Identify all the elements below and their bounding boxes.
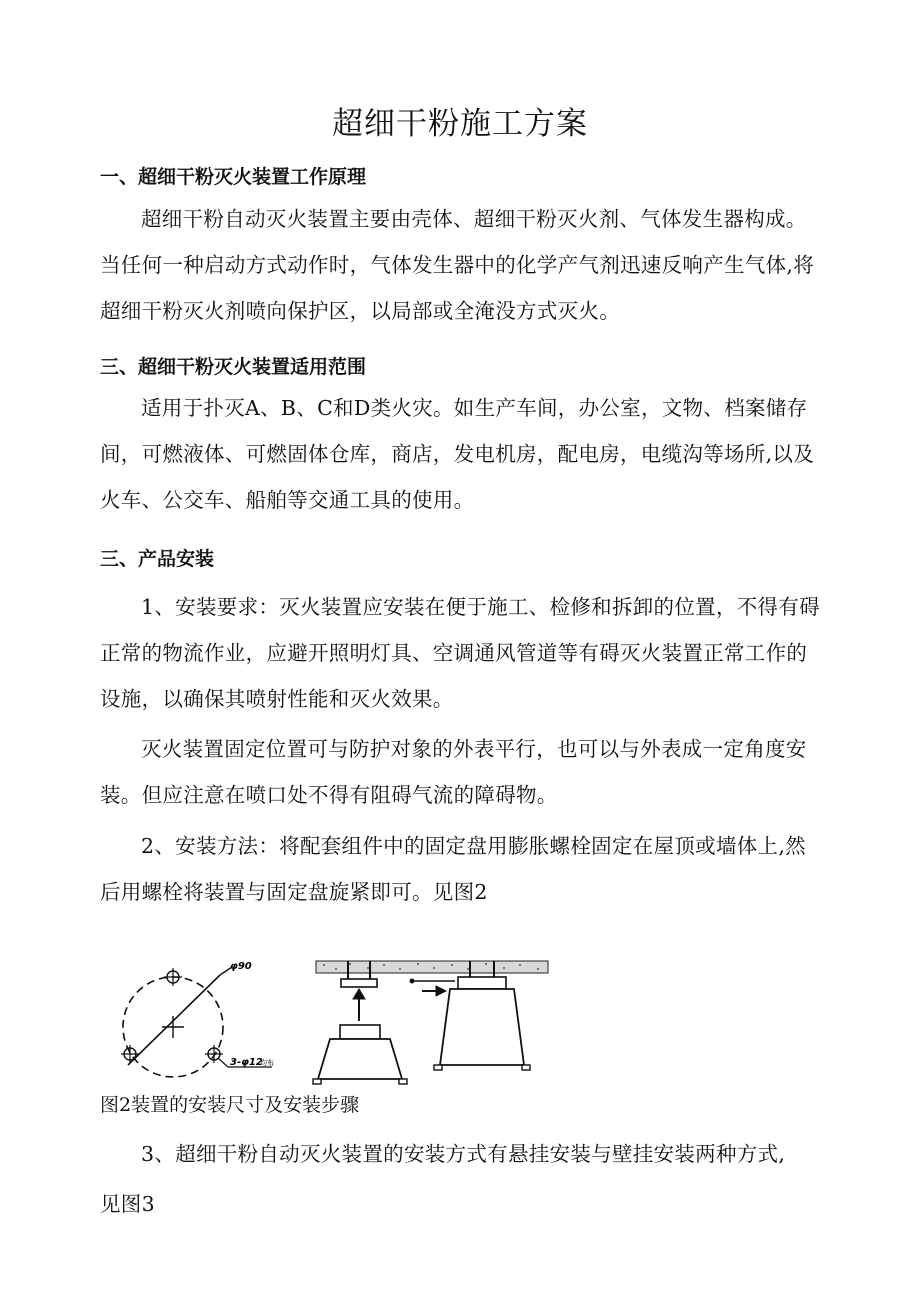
hole-note: 均布	[260, 1059, 274, 1067]
diameter-label: φ90	[230, 961, 252, 972]
paragraph-install-orientation: 灭火装置固定位置可与防护对象的外表平行，也可以与外表成一定角度安装。但应注意在喷口处不得有阻碍气流的障碍物。	[100, 737, 807, 807]
page-title: 超细干粉施工方案	[332, 106, 588, 142]
paragraph-scope: 适用于扑灭A、B、C和D类火灾。如生产车间，办公室，文物、档案储存间，可燃液体、可燃固体仓库，商店，发电机房，配电房，电缆沟等场所,以及火车、公交车、船舶等交通工具的使用。	[100, 396, 815, 512]
paragraph-principle: 超细干粉自动灭火装置主要由壳体、超细干粉灭火剂、气体发生器构成。当任何一种启动方式动作时，气体发生器中的化学产气剂迅速反响产生气体,将超细干粉灭火剂喷向保护区，以局部或全淹没方式灭火。	[100, 207, 815, 323]
install-step-two	[410, 961, 530, 1070]
hole-label: 3-φ12	[230, 1057, 263, 1068]
installation-diagram	[100, 955, 560, 1090]
paragraph-install-method: 2、安装方法：将配套组件中的固定盘用膨胀螺栓固定在屋顶或墙体上,然后用螺栓将装置与固定盘旋紧即可。见图2	[100, 834, 806, 904]
paragraph-install-requirements: 1、安装要求：灭火装置应安装在便于施工、检修和拆卸的位置，不得有碍正常的物流作业，应避开照明灯具、空调通风管道等有碍灭火装置正常工作的设施，以确保其喷射性能和灭火效果。	[100, 595, 820, 711]
install-step-one	[313, 961, 407, 1084]
section-heading-installation: 三、产品安装	[100, 548, 215, 570]
section-heading-scope: 三、超细干粉灭火装置适用范围	[100, 356, 367, 378]
section-heading-principle: 一、超细干粉灭火装置工作原理	[100, 166, 367, 188]
ceiling-slab	[316, 961, 548, 973]
figure-caption: 图2装置的安装尺寸及安装步骤	[100, 1094, 360, 1116]
paragraph-see-figure-3: 见图3	[100, 1192, 155, 1216]
paragraph-install-types: 3、超细干粉自动灭火装置的安装方式有悬挂安装与壁挂安装两种方式,	[141, 1142, 786, 1166]
